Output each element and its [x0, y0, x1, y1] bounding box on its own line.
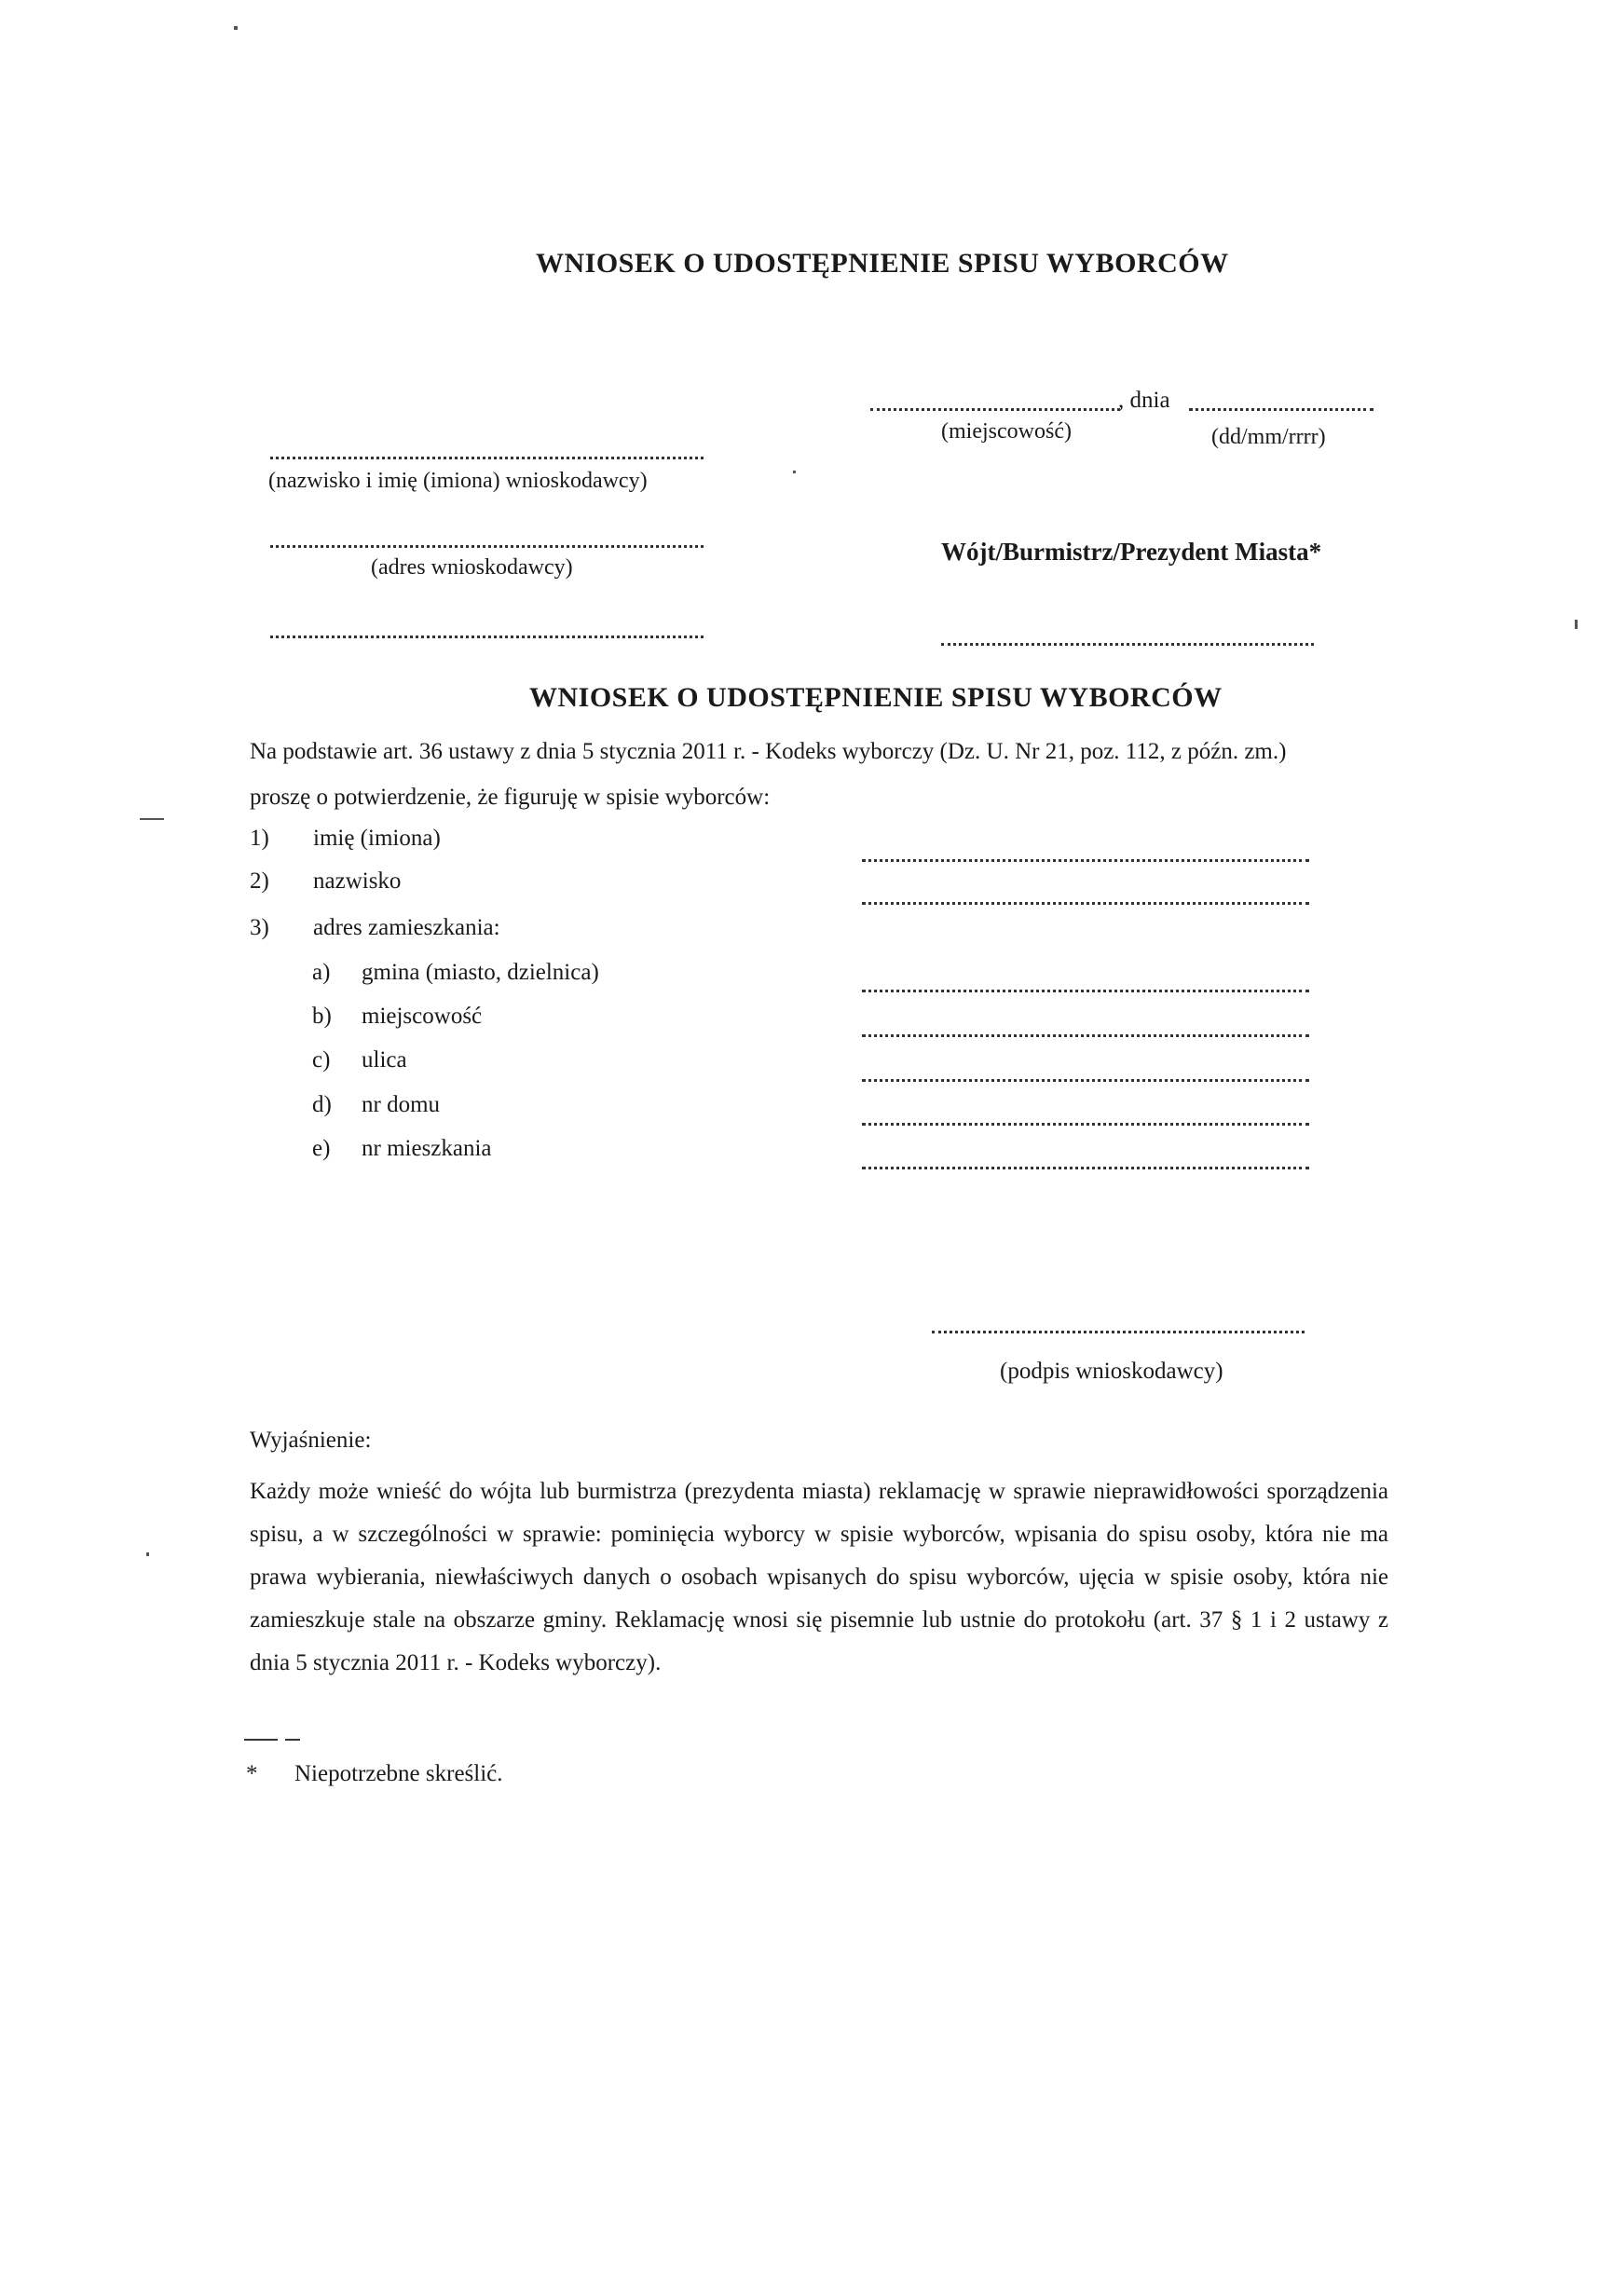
- scan-speck: [793, 471, 796, 473]
- explanation-heading: Wyjaśnienie:: [250, 1428, 372, 1453]
- footnote-rule: [285, 1739, 300, 1741]
- date-caption: (dd/mm/rrrr): [1211, 425, 1326, 449]
- scan-speck: [140, 818, 164, 820]
- applicant-address-caption: (adres wnioskodawcy): [371, 555, 573, 580]
- signature-field[interactable]: [932, 1331, 1305, 1333]
- scan-speck: [234, 26, 238, 30]
- item-number: 2): [250, 868, 269, 894]
- applicant-name-field[interactable]: [270, 457, 704, 459]
- subitem-number: e): [312, 1136, 331, 1161]
- page-title: WNIOSEK O UDOSTĘPNIENIE SPISU WYBORCÓW: [536, 248, 1229, 279]
- applicant-name-caption: (nazwisko i imię (imiona) wnioskodawcy): [268, 469, 648, 493]
- subitem-number: c): [312, 1047, 331, 1073]
- first-name-field[interactable]: [862, 859, 1309, 862]
- explanation-text: [250, 1470, 1388, 1685]
- municipality-field[interactable]: [862, 990, 1309, 992]
- subitem-number: d): [312, 1092, 332, 1117]
- footnote-text: Niepotrzebne skreślić.: [294, 1761, 503, 1786]
- applicant-address-field-2[interactable]: [270, 636, 704, 638]
- locality-field[interactable]: [862, 1034, 1309, 1037]
- item-label-address: adres zamieszkania:: [313, 915, 500, 940]
- subitem-label-municipality: gmina (miasto, dzielnica): [362, 960, 599, 985]
- place-field[interactable]: [870, 408, 1120, 411]
- item-label-first-name: imię (imiona): [313, 826, 441, 851]
- scan-speck: [1575, 620, 1578, 629]
- footnote-mark: *: [246, 1761, 258, 1786]
- intro-text-2: proszę o potwierdzenie, że figuruję w spisie wyborców:: [250, 785, 771, 810]
- date-field[interactable]: [1189, 408, 1374, 411]
- explanation-paragraph: Każdy może wnieść do wójta lub burmistrza (prezydenta miasta) reklamację w sprawie nieprawidłowości sporządzenia spisu, a w szczególności w sprawie: pominięcia wyborcy w spisie wyborców, wpisania do spisu osoby, która nie ma prawa wybierania, niewłaściwych danych o osobach wpisanych do spisu wyborców, ujęcia w spisie osoby, która nie zamieszkuje stale na obszarze gminy. Reklamację wnosi się pisemnie lub ustnie do protokołu (art. 37 § 1 i 2 ustawy z dnia 5 stycznia 2011 r. - Kodeks wyborczy).: [250, 1479, 1388, 1675]
- item-number: 3): [250, 915, 269, 940]
- subitem-label-apartment-number: nr mieszkania: [362, 1136, 492, 1161]
- addressee-label: Wójt/Burmistrz/Prezydent Miasta*: [941, 538, 1322, 566]
- item-label-last-name: nazwisko: [313, 868, 402, 894]
- subitem-label-house-number: nr domu: [362, 1092, 441, 1117]
- applicant-address-field[interactable]: [270, 545, 704, 548]
- house-number-field[interactable]: [862, 1123, 1309, 1126]
- scan-speck: [146, 1552, 149, 1556]
- form-title: WNIOSEK O UDOSTĘPNIENIE SPISU WYBORCÓW: [529, 682, 1223, 713]
- addressee-field[interactable]: [941, 643, 1314, 646]
- place-caption: (miejscowość): [941, 419, 1072, 444]
- subitem-number: b): [312, 1004, 332, 1029]
- date-separator: , dnia: [1118, 388, 1170, 413]
- subitem-number: a): [312, 960, 331, 985]
- street-field[interactable]: [862, 1079, 1309, 1082]
- intro-text: Na podstawie art. 36 ustawy z dnia 5 stycznia 2011 r. - Kodeks wyborczy (Dz. U. Nr 21, poz. 112, z późn. zm.): [250, 739, 1287, 764]
- signature-caption: (podpis wnioskodawcy): [1000, 1359, 1223, 1384]
- item-number: 1): [250, 826, 269, 851]
- footnote-rule: [244, 1739, 278, 1741]
- subitem-label-street: ulica: [362, 1047, 407, 1073]
- subitem-label-locality: miejscowość: [362, 1004, 483, 1029]
- last-name-field[interactable]: [862, 902, 1309, 905]
- apartment-number-field[interactable]: [862, 1167, 1309, 1169]
